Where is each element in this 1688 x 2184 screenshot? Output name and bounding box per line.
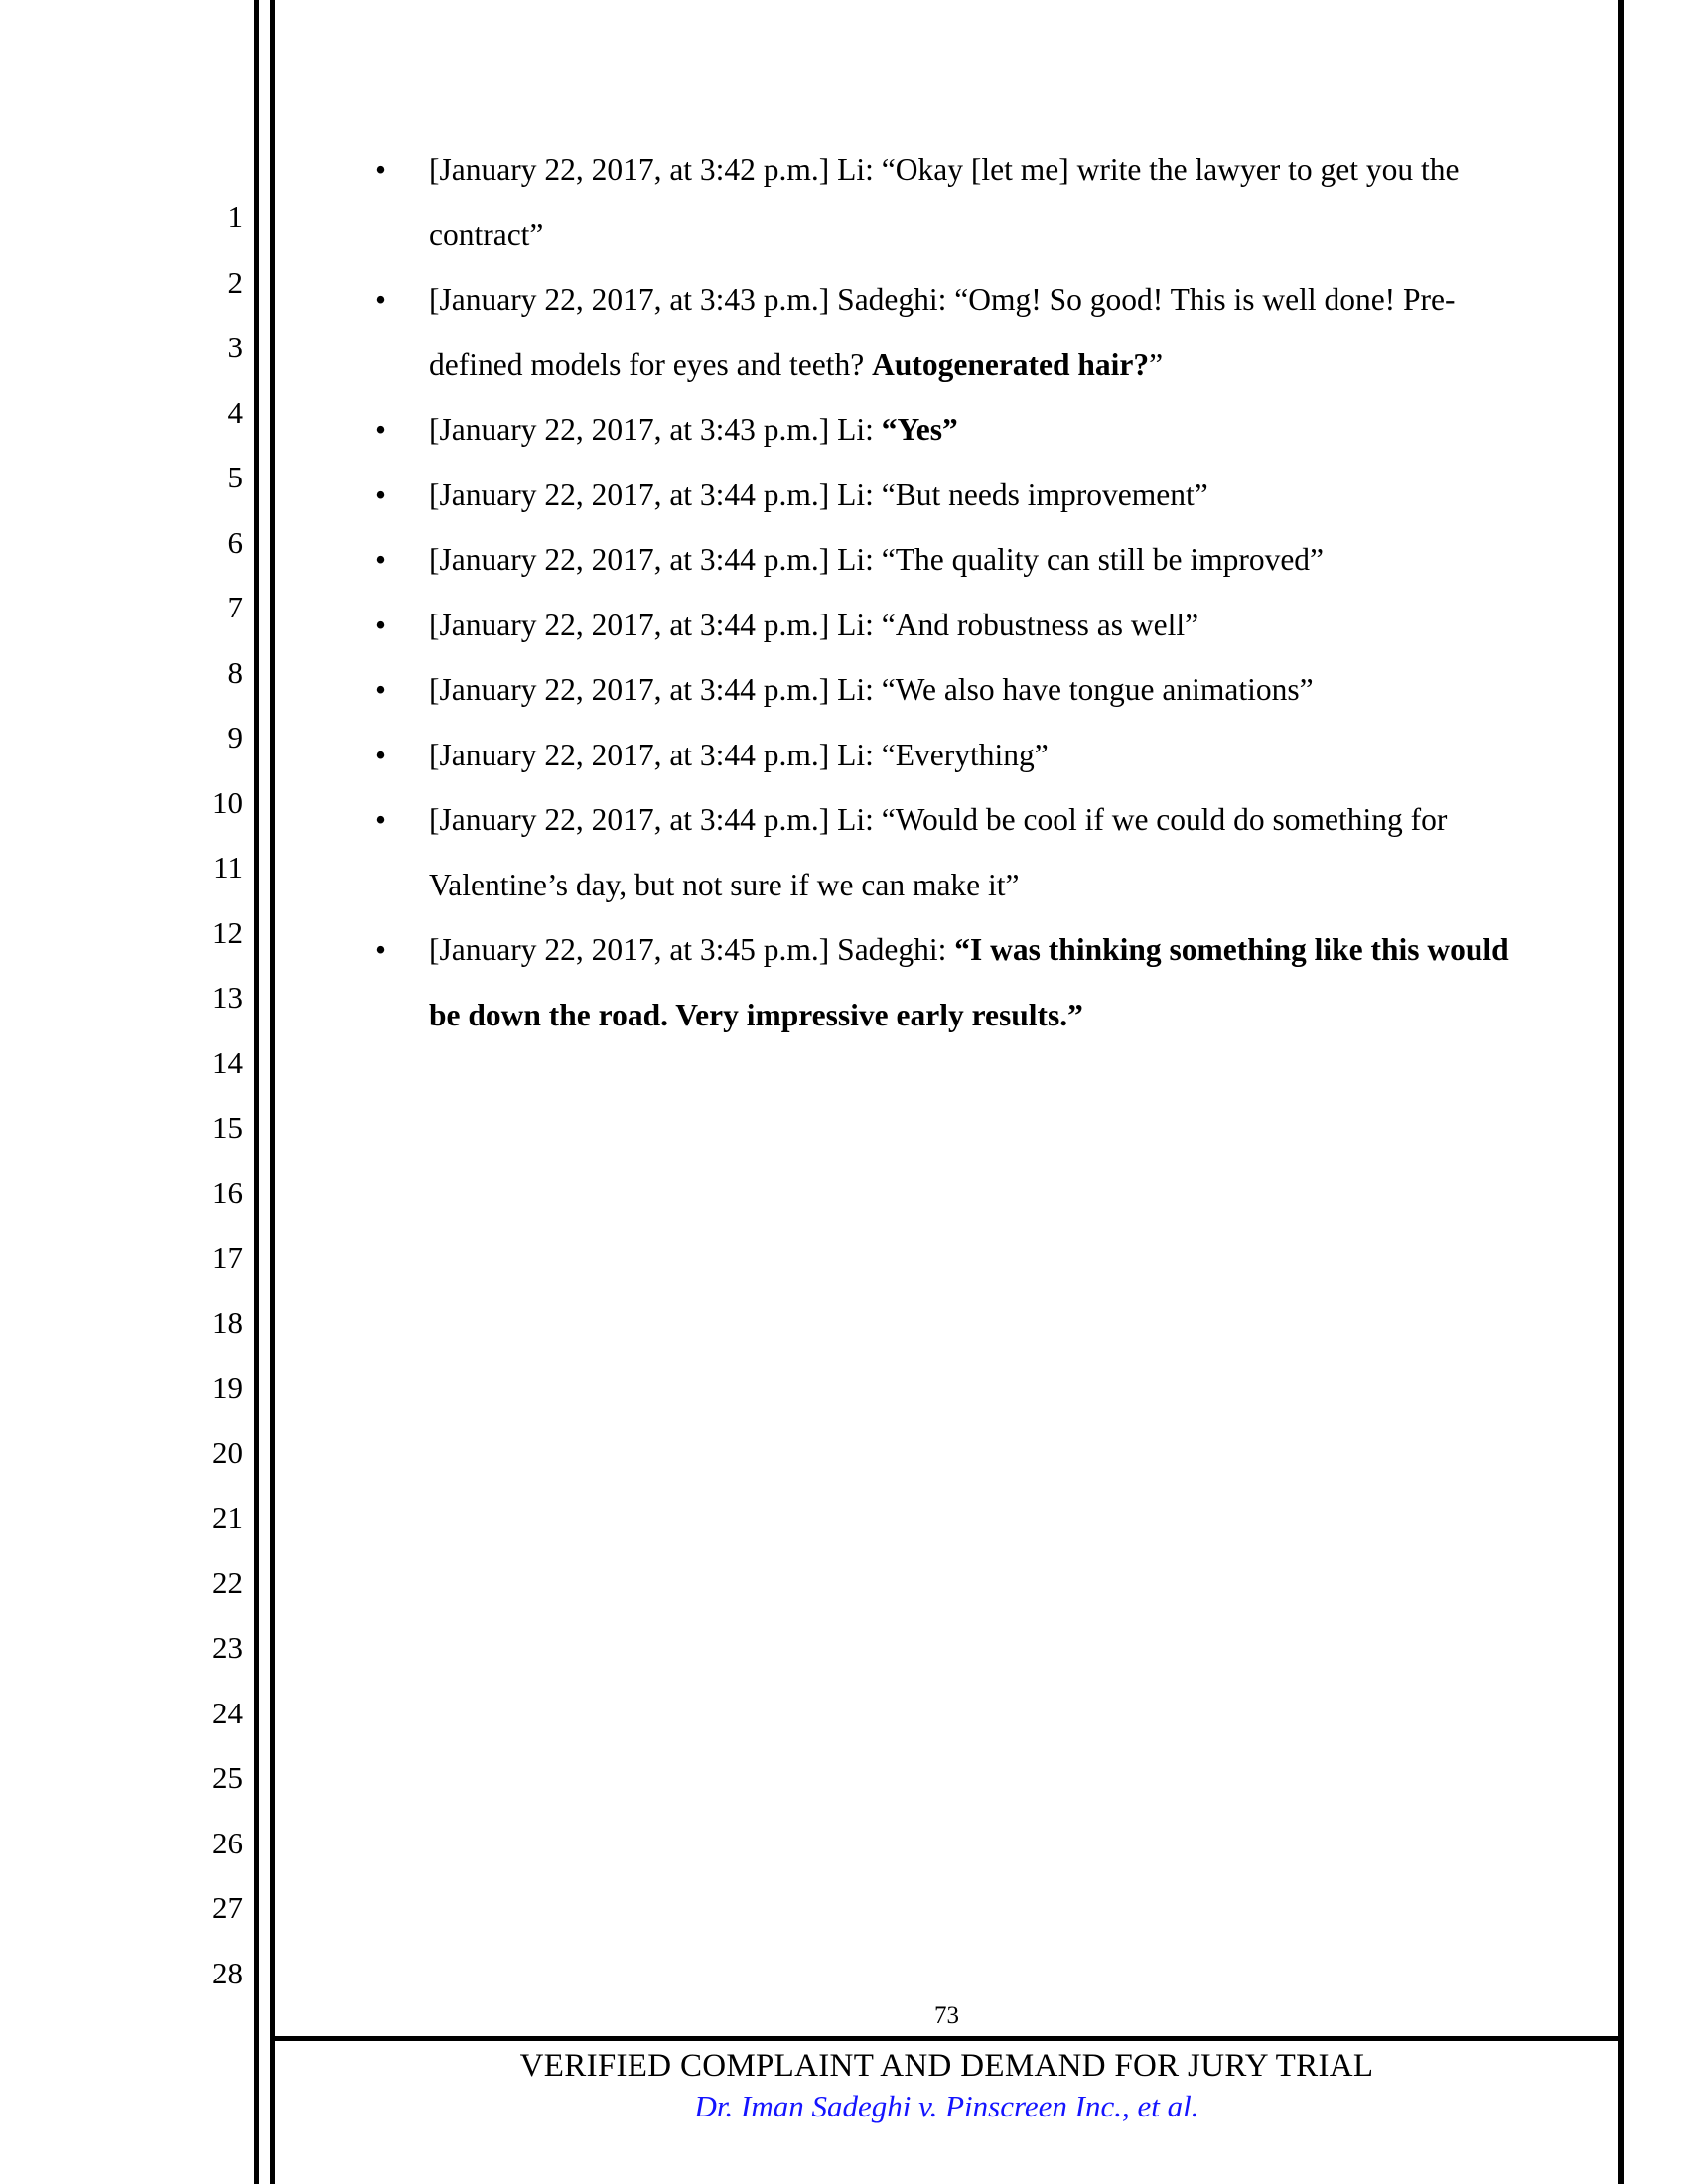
transcript-bullet-5 <box>298 527 1514 593</box>
bullet-point-icon: • <box>375 932 387 967</box>
footer-case-name: Dr. Iman Sadeghi v. Pinscreen Inc., et al. <box>694 2089 1199 2123</box>
line-number-20: 20 <box>212 1434 243 1470</box>
line-number-24: 24 <box>212 1695 243 1730</box>
line-number-21: 21 <box>212 1500 243 1535</box>
transcript-bullet-6 <box>298 593 1514 658</box>
bullet-point-icon: • <box>375 412 387 447</box>
line-number-6: 6 <box>227 524 243 560</box>
line-number-5: 5 <box>227 460 243 494</box>
line-number-11: 11 <box>213 850 243 885</box>
text-segment-3: ” <box>1149 346 1164 382</box>
document-body <box>298 137 1514 1047</box>
line-number-12: 12 <box>212 914 243 950</box>
footer-title: VERIFIED COMPLAINT AND DEMAND FOR JURY TRIAL <box>519 2048 1374 2084</box>
line-number-gutter <box>149 0 243 2184</box>
text-segment-1: [January 22, 2017, at 3:44 p.m.] Li: “But needs improvement” <box>429 477 1208 512</box>
line-number-4: 4 <box>227 394 243 430</box>
line-number-2: 2 <box>227 264 243 300</box>
line-number-8: 8 <box>227 654 243 690</box>
bullet-point-icon: • <box>375 152 387 187</box>
pleading-rule-inner-right <box>270 0 275 2184</box>
transcript-bullet-9 <box>298 787 1514 917</box>
line-number-22: 22 <box>212 1565 243 1600</box>
text-segment-2: “Yes” <box>881 412 958 447</box>
bullet-point-icon: • <box>375 542 387 577</box>
line-number-16: 16 <box>212 1174 243 1210</box>
transcript-bullet-2 <box>298 267 1514 397</box>
line-number-19: 19 <box>212 1370 243 1405</box>
text-segment-2: “I was thinking something like this would be down the road. Very impressive early results.” <box>429 932 1509 1032</box>
line-number-15: 15 <box>212 1110 243 1145</box>
bullet-point-icon: • <box>375 477 387 512</box>
transcript-bullet-4 <box>298 463 1514 528</box>
text-segment-1: [January 22, 2017, at 3:43 p.m.] Li: <box>429 412 882 447</box>
bullet-point-icon: • <box>375 282 387 317</box>
page-footer <box>275 2001 1618 2126</box>
bullet-point-icon: • <box>375 802 387 837</box>
bullet-point-icon: • <box>375 607 387 642</box>
line-number-14: 14 <box>212 1044 243 1080</box>
line-number-13: 13 <box>212 980 243 1015</box>
text-segment-1: [January 22, 2017, at 3:44 p.m.] Li: “Everything” <box>429 737 1049 772</box>
bullet-point-icon: • <box>375 737 387 772</box>
text-segment-1: [January 22, 2017, at 3:44 p.m.] Li: “The quality can still be improved” <box>429 542 1325 577</box>
transcript-bullet-10 <box>298 917 1514 1047</box>
line-number-10: 10 <box>212 784 243 820</box>
line-number-7: 7 <box>227 590 243 624</box>
transcript-bullet-8 <box>298 723 1514 788</box>
text-segment-1: [January 22, 2017, at 3:44 p.m.] Li: “We also have tongue animations” <box>429 672 1314 707</box>
page-number: 73 <box>934 2002 959 2029</box>
line-number-23: 23 <box>212 1630 243 1665</box>
line-number-1: 1 <box>227 200 243 234</box>
line-number-25: 25 <box>212 1760 243 1795</box>
transcript-bullet-1 <box>298 137 1514 267</box>
text-segment-2: Autogenerated hair? <box>872 346 1150 382</box>
text-segment-1: [January 22, 2017, at 3:45 p.m.] Sadeghi: <box>429 932 955 967</box>
text-segment-1: [January 22, 2017, at 3:44 p.m.] Li: “And robustness as well” <box>429 607 1199 642</box>
line-number-9: 9 <box>227 720 243 754</box>
transcript-bullet-3 <box>298 397 1514 463</box>
pleading-rule-right-margin <box>1618 0 1624 2184</box>
text-segment-1: [January 22, 2017, at 3:43 p.m.] Sadeghi: “Omg! So good! This is well done! Pre-defined models for eyes and teeth? <box>429 282 1456 382</box>
text-segment-1: [January 22, 2017, at 3:42 p.m.] Li: “Okay [let me] write the lawyer to get you the contract” <box>429 152 1460 252</box>
line-number-18: 18 <box>212 1304 243 1340</box>
bullet-point-icon: • <box>375 672 387 707</box>
pleading-rule-inner-left <box>254 0 259 2184</box>
line-number-3: 3 <box>227 330 243 364</box>
line-number-17: 17 <box>212 1240 243 1275</box>
text-segment-1: [January 22, 2017, at 3:44 p.m.] Li: “Would be cool if we could do something for Valentine’s day, but not sure if we can make it” <box>429 802 1448 902</box>
line-number-26: 26 <box>212 1825 243 1860</box>
line-number-28: 28 <box>212 1955 243 1990</box>
line-number-27: 27 <box>212 1890 243 1925</box>
transcript-bullet-7 <box>298 657 1514 723</box>
